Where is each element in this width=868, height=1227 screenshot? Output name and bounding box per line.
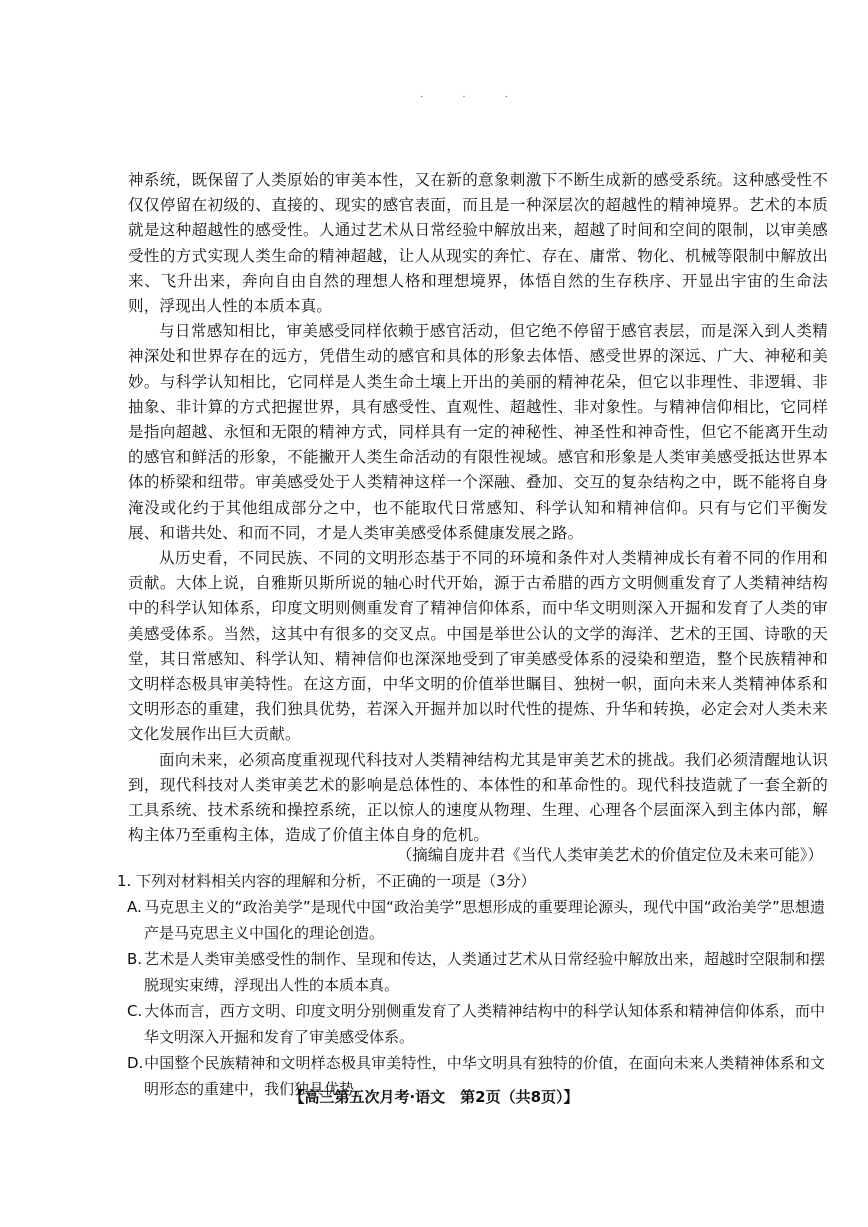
option-label: C. (127, 1002, 143, 1020)
option-text: 马克思主义的“政治美学”是现代中国“政治美学”思想形成的重要理论源头，现代中国“政治美学”思想遗产是马克思主义中国化的理论创造。 (144, 898, 825, 942)
option-text: 艺术是人类审美感受性的制作、呈现和传达，人类通过艺术从日常经验中解放出来，超越时空限制和摆脱现实束缚，浮现出人性的本质本真。 (144, 950, 825, 994)
passage-paragraph-1: 神系统，既保留了人类原始的审美本性，又在新的意象刺激下不断生成新的感受系统。这种感受性不仅仅停留在初级的、直接的、现实的感官表面，而且是一种深层次的超越性的精神境界。艺术的本质就是这种超越性的感受性。人通过艺术从日常经验中解放出来，超越了时间和空间的限制，以审美感受性的方式实现人类生命的精神超越，让人从现实的奔忙、存在、庸常、物化、机械等限制中解放出来、飞升出来，奔向自由自然的理想人格和理想境界，体悟自然的生存秩序、开显出宇宙的生命法则，浮现出人性的本质本真。 (128, 171, 828, 316)
question-1 (117, 868, 825, 1102)
option-label: B. (127, 950, 143, 968)
option-label: A. (127, 898, 142, 916)
option-c (117, 998, 825, 1050)
option-label: D. (127, 1054, 144, 1072)
option-a (117, 894, 825, 946)
scan-mark: · · · (420, 92, 526, 103)
passage-paragraph-4: 面向未来，必须高度重视现代科技对人类精神结构尤其是审美艺术的挑战。我们必须清醒地认识到，现代科技对人类审美艺术的影响是总体性的、本体性的和革命性的。现代科技造就了一套全新的工具系统、技术系统和操控系统，正以惊人的速度从物理、生理、心理各个层面深入到主体内部，解构主体乃至重构主体，造成了价值主体自身的危机。 (128, 750, 828, 845)
option-text: 中国整个民族精神和文明样态极具审美特性，中华文明具有独特的价值，在面向未来人类精神体系和文明形态的重建中，我们独具优势。 (144, 1054, 825, 1098)
passage-paragraph-3: 从历史看，不同民族、不同的文明形态基于不同的环境和条件对人类精神成长有着不同的作用和贡献。大体上说，自雅斯贝斯所说的轴心时代开始，源于古希腊的西方文明侧重发育了人类精神结构中的科学认知体系，印度文明则侧重发育了精神信仰体系，而中华文明则深入开掘和发育了人类的审美感受体系。当然，这其中有很多的交叉点。中国是举世公认的文学的海洋、艺术的王国、诗歌的天堂，其日常感知、科学认知、精神信仰也深深地受到了审美感受体系的浸染和塑造，整个民族精神和文明样态极具审美特性。在这方面，中华文明的价值举世瞩目、独树一帜，面向未来人类精神体系和文明形态的重建，我们独具优势，若深入开掘并加以时代性的提炼、升华和转换，必定会对人类未来文化发展作出巨大贡献。 (128, 549, 828, 744)
option-b (117, 946, 825, 998)
passage-source: （摘编自庞井君《当代人类审美艺术的价值定位及未来可能》） (396, 846, 823, 864)
passage-paragraph-2: 与日常感知相比，审美感受同样依赖于感官活动，但它绝不停留于感官表层，而是深入到人类精神深处和世界存在的远方，凭借生动的感官和具体的形象去体悟、感受世界的深远、广大、神秘和美妙。与科学认知相比，它同样是人类生命土壤上开出的美丽的精神花朵，但它以非理性、非逻辑、非抽象、非计算的方式把握世界，具有感受性、直观性、超越性、非对象性。与精神信仰相比，它同样是指向超越、永恒和无限的精神方式，同样具有一定的神秘性、神圣性和神奇性，但它不能离开生动的感官和鲜活的形象，不能撇开人类生命活动的有限性视域。感官和形象是人类审美感受抵达世界本体的桥梁和纽带。审美感受处于人类精神这样一个深融、叠加、交互的复杂结构之中，既不能将自身淹没或化约于其他组成部分之中，也不能取代日常感知、科学认知和精神信仰。只有与它们平衡发展、和谐共处、和而不同，才是人类审美感受体系健康发展之路。 (128, 322, 828, 542)
reading-passage (128, 168, 828, 848)
page-footer: 【高三第五次月考·语文 第2页（共8页）】 (289, 1088, 579, 1106)
option-text: 大体而言，西方文明、印度文明分别侧重发育了人类精神结构中的科学认知体系和精神信仰体系，而中华文明深入开掘和发育了审美感受体系。 (144, 1002, 825, 1046)
question-stem: 1. 下列对材料相关内容的理解和分析，不正确的一项是（3分） (117, 872, 536, 890)
